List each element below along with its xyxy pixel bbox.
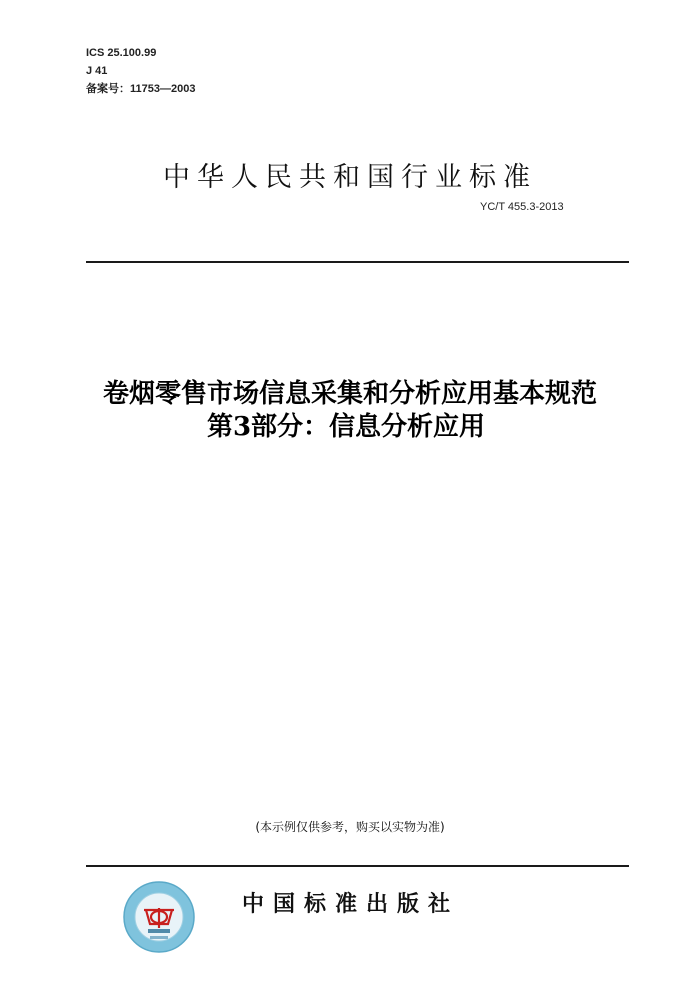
publisher-name: 中国标准出版社 bbox=[242, 892, 460, 917]
header-meta bbox=[86, 44, 195, 98]
bottom-divider bbox=[86, 865, 629, 867]
document-title-line1: 卷烟零售市场信息采集和分析应用基本规范 bbox=[102, 379, 597, 409]
category-code: J 41 bbox=[86, 65, 108, 77]
filing-number: 备案号：11753—2003 bbox=[86, 83, 196, 95]
standard-type-title: 中华人民共和国行业标准 bbox=[163, 162, 537, 193]
standard-code: YC/T 455.3-2013 bbox=[480, 201, 564, 213]
sample-note: (本示例仅供参考，购买以实物为准) bbox=[255, 820, 445, 834]
document-title-line2: 第3部分：信息分析应用 bbox=[206, 412, 486, 442]
top-divider bbox=[86, 261, 629, 263]
publisher-seal-icon bbox=[122, 880, 196, 954]
ics-code: ICS 25.100.99 bbox=[86, 47, 157, 59]
